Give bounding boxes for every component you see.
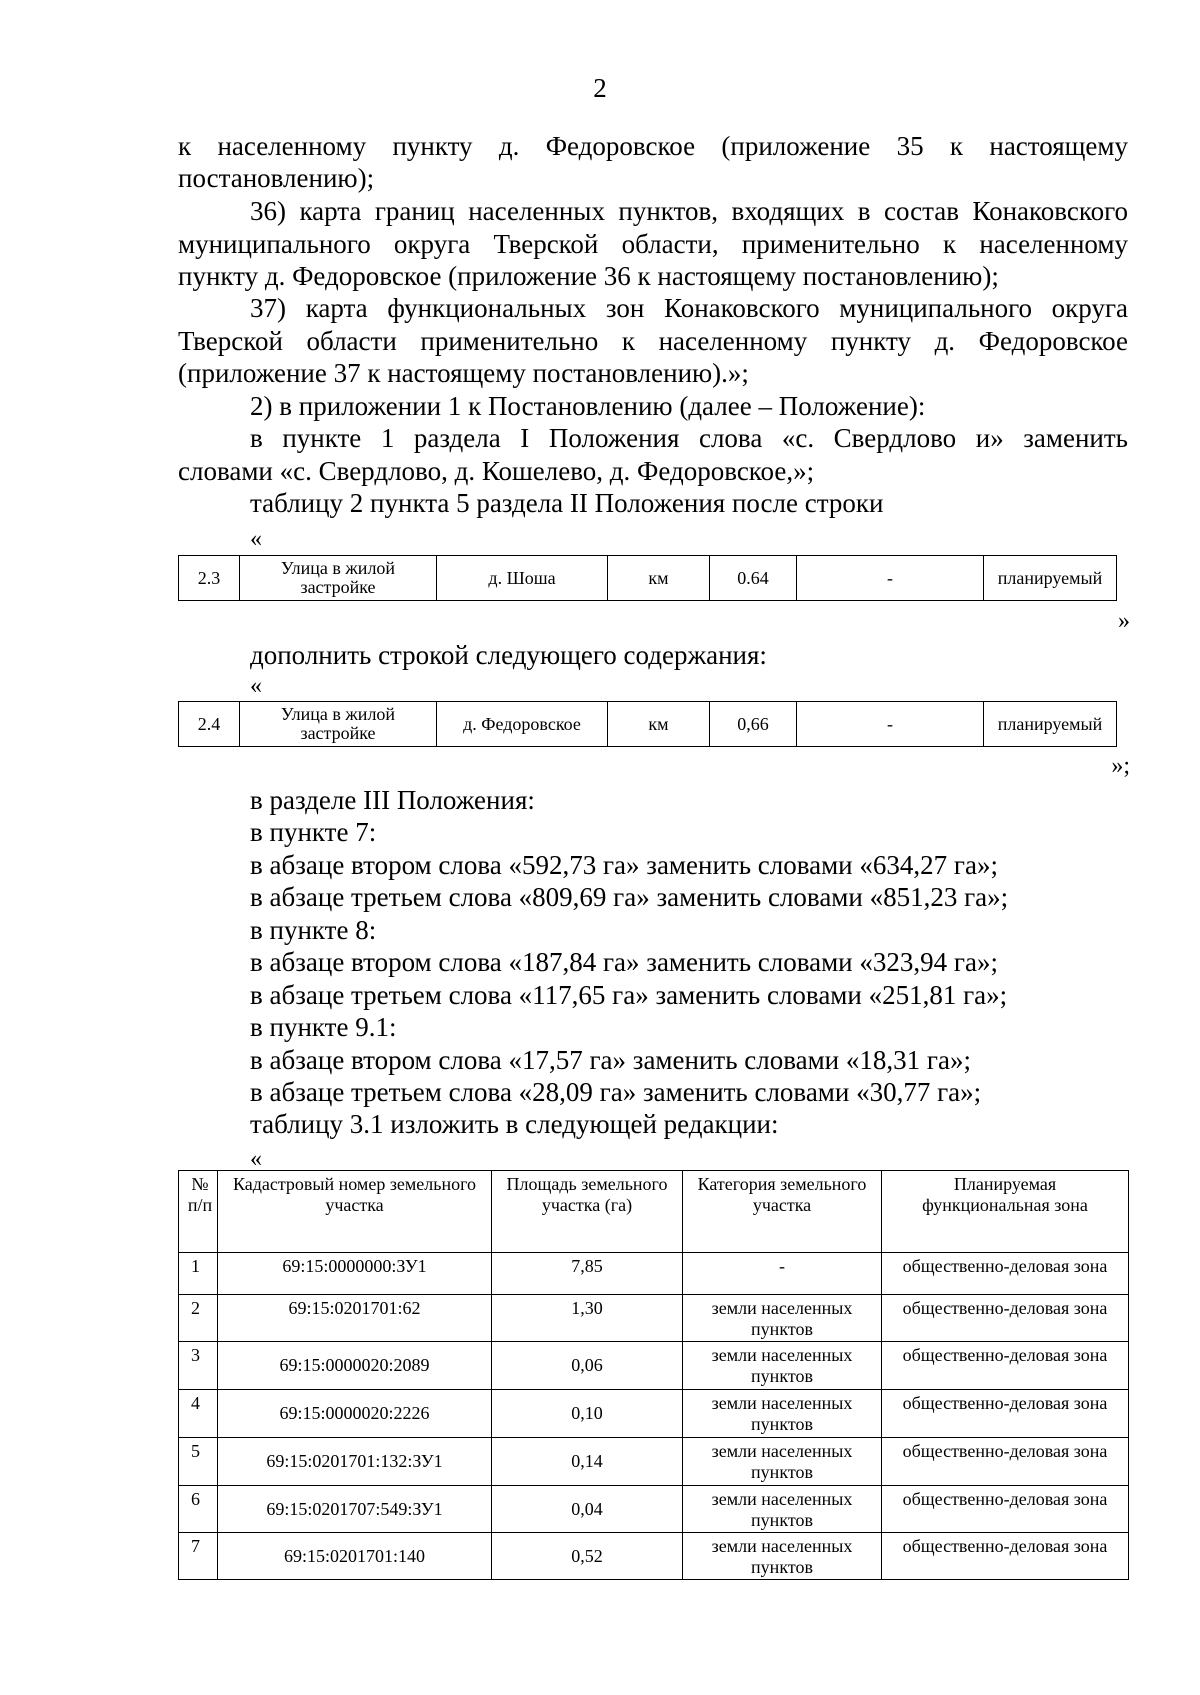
table-row (179, 1253, 1129, 1295)
table-row (179, 1486, 1129, 1533)
header-cadastre: Кадастровый номер земельного участка (218, 1171, 492, 1253)
cell-cadastre: 69:15:0201701:132:ЗУ1 (218, 1438, 492, 1486)
table-row (179, 1342, 1129, 1390)
row-number: 2.3 (179, 556, 240, 601)
paragraph-2-line-2: муниципального округа Тверской области, применительно к населенному (178, 229, 1128, 259)
header-num: № п/п (179, 1171, 218, 1253)
cell-zone: общественно-деловая зона (882, 1533, 1129, 1580)
row-unit: км (608, 702, 710, 747)
cell-category: земли населенных пунктов (683, 1295, 882, 1342)
paragraph-1-line-2: постановлению); (178, 163, 375, 193)
section-line-2: в пункте 7: (250, 817, 377, 847)
cell-category: земли населенных пунктов (683, 1390, 882, 1438)
page-number: 2 (593, 73, 607, 103)
new-row-table (178, 701, 1117, 747)
paragraph-5-line-2: словами «с. Свердлово, д. Кошелево, д. Федоровское,»; (178, 456, 815, 486)
cell-num: 5 (179, 1438, 218, 1486)
cell-num: 2 (179, 1295, 218, 1342)
table-row (179, 1295, 1129, 1342)
cell-area: 0,06 (492, 1342, 683, 1390)
row-value: 0,66 (710, 702, 797, 747)
paragraph-5-line-1: в пункте 1 раздела I Положения слова «с. Свердлово и» заменить (250, 423, 1128, 453)
row-value: 0.64 (710, 556, 797, 601)
paragraph-3-line-2: Тверской области применительно к населенному пункту д. Федоровское (178, 326, 1128, 356)
paragraph-2-line-1: 36) карта границ населенных пунктов, входящих в состав Конаковского (250, 196, 1128, 226)
cell-num: 3 (179, 1342, 218, 1390)
row-dash: - (797, 702, 984, 747)
close-quote-1: » (1118, 608, 1130, 634)
section-line-9: в абзаце втором слова «17,57 га» заменить словами «18,31 га»; (250, 1045, 971, 1075)
cell-zone: общественно-деловая зона (882, 1438, 1129, 1486)
table-3-1 (178, 1170, 1129, 1580)
cell-area: 1,30 (492, 1295, 683, 1342)
row-number: 2.4 (179, 702, 240, 747)
cell-area: 0,14 (492, 1438, 683, 1486)
header-category: Категория земельного участка (683, 1171, 882, 1253)
section-line-8: в пункте 9.1: (250, 1012, 397, 1042)
cell-zone: общественно-деловая зона (882, 1390, 1129, 1438)
paragraph-1-line-1: к населенному пункту д. Федоровское (приложение 35 к настоящему (178, 131, 1128, 161)
paragraph-3-line-1: 37) карта функциональных зон Конаковского муниципального округа (250, 293, 1128, 323)
cell-cadastre: 69:15:0000020:2089 (218, 1342, 492, 1390)
cell-area: 7,85 (492, 1253, 683, 1295)
cell-area: 0,52 (492, 1533, 683, 1580)
cell-category: земли населенных пунктов (683, 1438, 882, 1486)
section-line-3: в абзаце втором слова «592,73 га» заменить словами «634,27 га»; (250, 850, 998, 880)
cell-cadastre: 69:15:0000000:ЗУ1 (218, 1253, 492, 1295)
cell-num: 7 (179, 1533, 218, 1580)
header-zone: Планируемая функциональная зона (882, 1171, 1129, 1253)
cell-cadastre: 69:15:0201701:62 (218, 1295, 492, 1342)
cell-zone: общественно-деловая зона (882, 1253, 1129, 1295)
close-quote-2: »; (1111, 753, 1130, 779)
section-line-1: в разделе III Положения: (250, 785, 535, 815)
row-name: Улица в жилой застройке (240, 702, 437, 747)
cell-cadastre: 69:15:0201701:140 (218, 1533, 492, 1580)
cell-cadastre: 69:15:0000020:2226 (218, 1390, 492, 1438)
cell-cadastre: 69:15:0201707:549:ЗУ1 (218, 1486, 492, 1533)
row-unit: км (608, 556, 710, 601)
table-row (179, 556, 1117, 601)
row-name: Улица в жилой застройке (240, 556, 437, 601)
open-quote-3: « (250, 1146, 262, 1172)
row-before-table (178, 555, 1117, 601)
row-status: планируемый (984, 702, 1117, 747)
section-line-4: в абзаце третьем слова «809,69 га» заменить словами «851,23 га»; (250, 882, 1009, 912)
table-row (179, 1533, 1129, 1580)
section-line-5: в пункте 8: (250, 915, 377, 945)
cell-category: земли населенных пунктов (683, 1486, 882, 1533)
row-dash: - (797, 556, 984, 601)
cell-num: 4 (179, 1390, 218, 1438)
cell-num: 1 (179, 1253, 218, 1295)
cell-zone: общественно-деловая зона (882, 1295, 1129, 1342)
cell-category: - (683, 1253, 882, 1295)
row-status: планируемый (984, 556, 1117, 601)
section-line-7: в абзаце третьем слова «117,65 га» заменить словами «251,81 га»; (250, 980, 1008, 1010)
header-area: Площадь земельного участка (га) (492, 1171, 683, 1253)
section-line-10: в абзаце третьем слова «28,09 га» заменить словами «30,77 га»; (250, 1077, 982, 1107)
row-place: д. Федоровское (437, 702, 608, 747)
table-row (179, 1390, 1129, 1438)
open-quote-2: « (250, 673, 262, 699)
cell-category: земли населенных пунктов (683, 1342, 882, 1390)
paragraph-6: таблицу 2 пункта 5 раздела II Положения после строки (250, 488, 884, 518)
cell-num: 6 (179, 1486, 218, 1533)
cell-area: 0,04 (492, 1486, 683, 1533)
table-header-row (179, 1171, 1129, 1253)
section-line-11: таблицу 3.1 изложить в следующей редакции: (250, 1109, 779, 1139)
paragraph-7: дополнить строкой следующего содержания: (250, 640, 767, 670)
table-row (179, 1438, 1129, 1486)
paragraph-2-line-3: пункту д. Федоровское (приложение 36 к настоящему постановлению); (178, 261, 999, 291)
open-quote-1: « (250, 526, 262, 552)
cell-zone: общественно-деловая зона (882, 1342, 1129, 1390)
row-place: д. Шоша (437, 556, 608, 601)
paragraph-3-line-3: (приложение 37 к настоящему постановлению).»; (178, 358, 749, 388)
cell-zone: общественно-деловая зона (882, 1486, 1129, 1533)
cell-area: 0,10 (492, 1390, 683, 1438)
section-line-6: в абзаце втором слова «187,84 га» заменить словами «323,94 га»; (250, 947, 998, 977)
cell-category: земли населенных пунктов (683, 1533, 882, 1580)
paragraph-4: 2) в приложении 1 к Постановлению (далее – Положение): (250, 391, 926, 421)
table-row (179, 702, 1117, 747)
